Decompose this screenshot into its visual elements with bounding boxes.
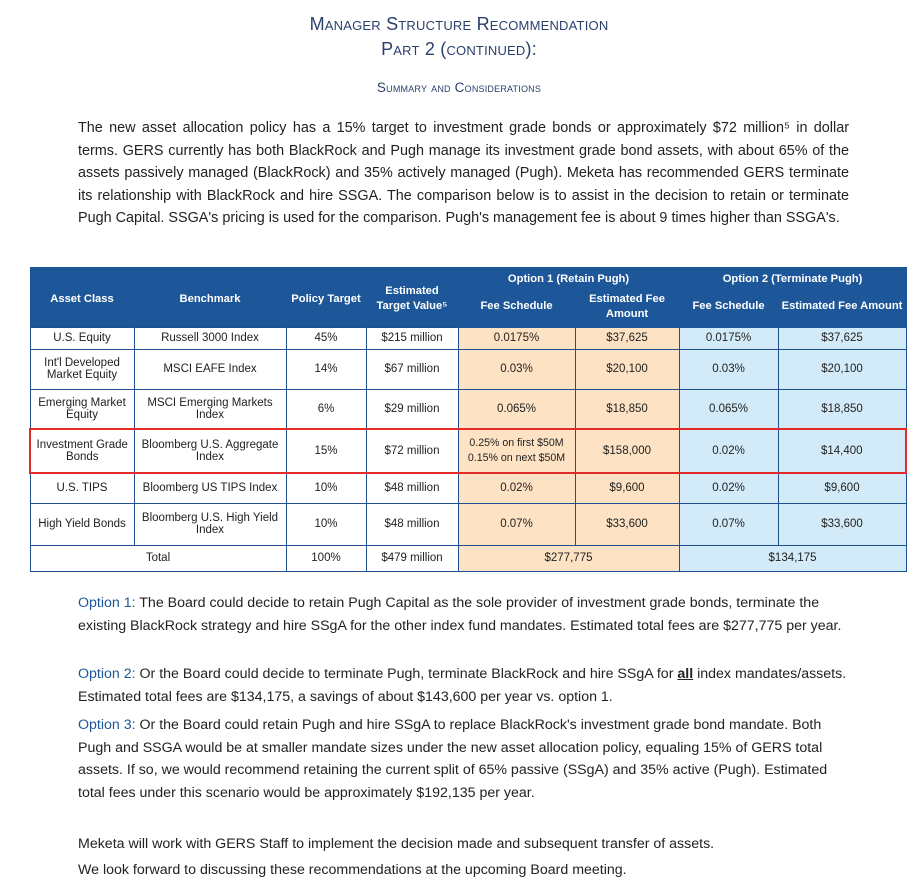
cell-benchmark: Bloomberg US TIPS Index — [134, 473, 286, 503]
col-o2-fee-amount: Estimated Fee Amount — [778, 287, 906, 327]
cell-o1-fee-amount: $37,625 — [575, 327, 679, 349]
intro-paragraph: The new asset allocation policy has a 15% target to investment grade bonds or approximately $72 million⁵ in dollar terms. GERS currently has both BlackRock and Pugh manage its investment grade bond assets, with about 65% of the assets passively managed (BlackRock) and 35% actively managed (Pugh). Meketa has recommended GERS terminate its relationship with BlackRock and hire SSGA. The comparison below is to assist in the decision to retain or terminate Pugh Capital. SSGA's pricing is used for the comparison. Pugh's management fee is about 9 times higher than SSGA's. — [78, 120, 849, 226]
table-row — [30, 389, 906, 429]
group-option1: Option 1 (Retain Pugh) — [458, 268, 679, 288]
cell-policy-target: 15% — [286, 429, 366, 473]
section-subtitle: Summary and Considerations — [376, 80, 542, 95]
cell-target-value: $67 million — [366, 349, 458, 389]
cell-o1-fee-schedule: 0.02% — [458, 473, 575, 503]
cell-policy-target: 10% — [286, 503, 366, 545]
cell-o1-fee-schedule: 0.07% — [458, 503, 575, 545]
cell-o1-fee-amount: $20,100 — [575, 349, 679, 389]
cell-asset-class: Emerging Market Equity — [30, 389, 134, 429]
cell-o1-fee-amount: $9,600 — [575, 473, 679, 503]
option2-text-before: Or the Board could decide to terminate Pugh, terminate BlackRock and hire SSgA for — [135, 666, 678, 682]
option3-paragraph — [78, 714, 850, 804]
col-benchmark: Benchmark — [134, 268, 286, 328]
cell-o2-fee-amount: $37,625 — [778, 327, 906, 349]
closing-line-2: We look forward to discussing these recommendations at the upcoming Board meeting. — [78, 862, 627, 878]
option2-text-after: index mandates/assets. Estimated total fees are $134,175, a savings of about $143,600 per year vs. option 1. — [78, 666, 847, 705]
cell-total-label: Total — [30, 545, 286, 571]
cell-benchmark: Bloomberg U.S. Aggregate Index — [134, 429, 286, 473]
cell-total-policy-target: 100% — [286, 545, 366, 571]
col-policy-target: Policy Target — [286, 268, 366, 328]
table-row — [30, 503, 906, 545]
cell-o1-fee-schedule: 0.0175% — [458, 327, 575, 349]
col-target-value: Estimated Target Value⁵ — [366, 268, 458, 328]
cell-o1-fee-amount: $18,850 — [575, 389, 679, 429]
cell-total-o2: $134,175 — [679, 545, 906, 571]
cell-policy-target: 14% — [286, 349, 366, 389]
cell-o2-fee-amount: $14,400 — [778, 429, 906, 473]
cell-policy-target: 45% — [286, 327, 366, 349]
fee-tier-2: 0.15% on next $50M — [467, 452, 566, 464]
cell-benchmark: MSCI EAFE Index — [134, 349, 286, 389]
cell-benchmark: MSCI Emerging Markets Index — [134, 389, 286, 429]
cell-target-value: $48 million — [366, 473, 458, 503]
cell-o2-fee-amount: $18,850 — [778, 389, 906, 429]
cell-target-value: $72 million — [366, 429, 458, 473]
option2-paragraph — [78, 663, 850, 708]
page-title-line2: Part 2 (continued): — [381, 39, 537, 59]
col-o2-fee-schedule: Fee Schedule — [679, 287, 778, 327]
option2-label: Option 2: — [78, 666, 136, 682]
fee-tier-1: 0.25% on first $50M — [469, 437, 564, 449]
cell-target-value: $48 million — [366, 503, 458, 545]
option2-emphasis: all — [677, 666, 694, 682]
closing-line-1: Meketa will work with GERS Staff to implement the decision made and subsequent transfer of assets. — [78, 836, 715, 852]
cell-total-target-value: $479 million — [366, 545, 458, 571]
cell-o2-fee-schedule: 0.03% — [679, 349, 778, 389]
col-o1-fee-schedule: Fee Schedule — [458, 287, 575, 327]
cell-policy-target: 10% — [286, 473, 366, 503]
cell-benchmark: Russell 3000 Index — [134, 327, 286, 349]
cell-asset-class: U.S. Equity — [30, 327, 134, 349]
page-title: Manager Structure Recommendation — [309, 14, 609, 34]
cell-o2-fee-amount: $20,100 — [778, 349, 906, 389]
cell-o2-fee-schedule: 0.065% — [679, 389, 778, 429]
cell-o1-fee-schedule: 0.065% — [458, 389, 575, 429]
cell-benchmark: Bloomberg U.S. High Yield Index — [134, 503, 286, 545]
option1-paragraph — [78, 592, 850, 637]
cell-asset-class: Int'l Developed Market Equity — [30, 349, 134, 389]
cell-target-value: $215 million — [366, 327, 458, 349]
option1-label: Option 1: — [78, 595, 136, 611]
cell-o1-fee-schedule — [458, 429, 575, 473]
cell-o2-fee-schedule: 0.02% — [679, 429, 778, 473]
cell-o2-fee-amount: $33,600 — [778, 503, 906, 545]
cell-asset-class: U.S. TIPS — [30, 473, 134, 503]
table-row — [30, 327, 906, 349]
cell-target-value: $29 million — [366, 389, 458, 429]
cell-asset-class: High Yield Bonds — [30, 503, 134, 545]
table-row-highlighted — [30, 429, 906, 473]
cell-o2-fee-schedule: 0.0175% — [679, 327, 778, 349]
cell-o1-fee-schedule: 0.03% — [458, 349, 575, 389]
cell-o2-fee-amount: $9,600 — [778, 473, 906, 503]
cell-o1-fee-amount: $33,600 — [575, 503, 679, 545]
option3-text: Or the Board could retain Pugh and hire SSgA to replace BlackRock's investment grade bond mandate. Both Pugh and SSGA would be at smaller mandate sizes under the new asset allocation policy, equaling 15% of GERS total assets. If so, we would recommend retaining the current split of 65% passive (SSgA) and 35% active (Pugh). Estimated total fees under this scenario would be approximately $192,135 per year. — [78, 717, 828, 801]
cell-o1-fee-amount: $158,000 — [575, 429, 679, 473]
cell-total-o1: $277,775 — [458, 545, 679, 571]
col-o1-fee-amount: Estimated Fee Amount — [575, 287, 679, 327]
cell-asset-class: Investment Grade Bonds — [30, 429, 134, 473]
option1-text: The Board could decide to retain Pugh Capital as the sole provider of investment grade bonds, terminate the existing BlackRock strategy and hire SSgA for the other index fund mandates. Estimated total fees are $277,775 per year. — [78, 595, 842, 634]
col-asset-class: Asset Class — [30, 268, 134, 328]
cell-policy-target: 6% — [286, 389, 366, 429]
table-row — [30, 349, 906, 389]
option3-label: Option 3: — [78, 717, 136, 733]
fee-comparison-table — [29, 267, 907, 572]
table-row — [30, 473, 906, 503]
group-option2: Option 2 (Terminate Pugh) — [679, 268, 906, 288]
cell-o2-fee-schedule: 0.02% — [679, 473, 778, 503]
table-total-row — [30, 545, 906, 571]
cell-o2-fee-schedule: 0.07% — [679, 503, 778, 545]
